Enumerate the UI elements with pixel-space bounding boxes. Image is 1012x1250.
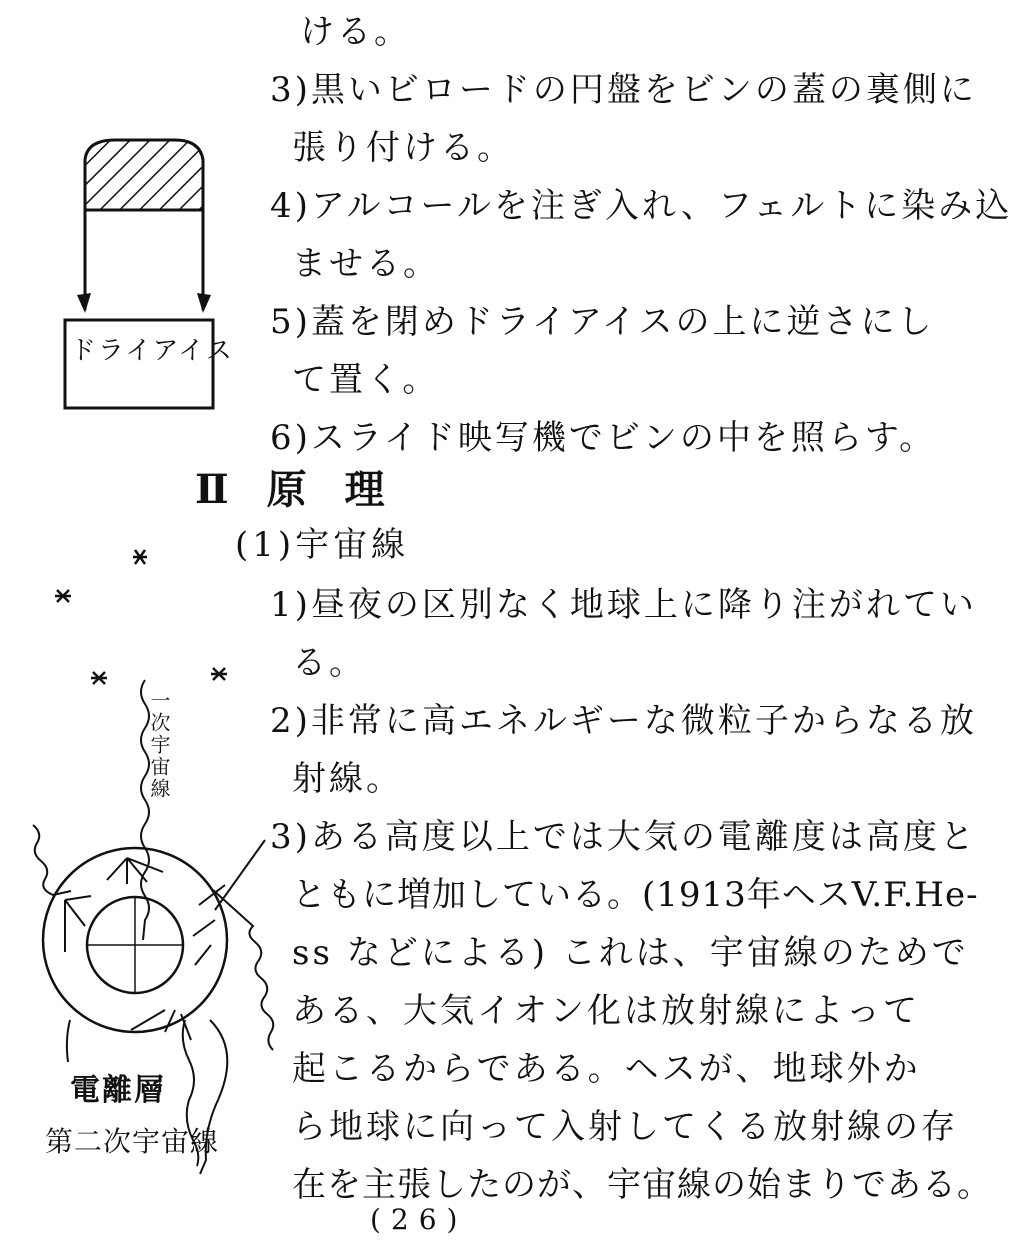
principle-line-4: 射線。	[292, 759, 403, 799]
principle-line-7: ss などによる) これは、宇宙線のためで	[292, 933, 969, 973]
secondary-ray-arrows	[65, 858, 225, 1040]
subsection-heading: (1)宇宙線	[235, 525, 410, 565]
principle-line-6: ともに増加している。(1913年ヘスV.F.He-	[292, 875, 979, 915]
text-line-4: 4)アルコールを注ぎ入れ、フェルトに染み込	[270, 186, 1012, 226]
text-line-2: 3)黒いビロードの円盤をビンの蓋の裏側に	[270, 70, 977, 110]
primary-cosmic-ray-label: 一次宇宙線	[147, 690, 171, 800]
dry-ice-label: ドライアイス	[70, 336, 234, 366]
page-number: (26)	[370, 1203, 468, 1236]
section-heading: Ⅱ 原 理	[195, 466, 397, 513]
incoming-ray-left	[33, 825, 71, 895]
jar-figure	[55, 135, 225, 415]
text-line-1: ける。	[300, 12, 411, 52]
jar-body	[77, 210, 211, 313]
principle-line-10: ら地球に向って入射してくる放射線の存	[292, 1107, 958, 1147]
ray-to-ground-left	[67, 1020, 70, 1062]
principle-line-11: 在を主張したのが、宇宙線の始まりである。	[292, 1165, 992, 1205]
principle-line-9: 起こるからである。ヘスが、地球外か	[292, 1049, 921, 1089]
text-line-6: 5)蓋を閉めドライアイスの上に逆さにし	[270, 302, 935, 342]
text-line-5: ませる。	[292, 244, 440, 284]
secondary-cosmic-ray-label: 第二次宇宙線	[45, 1125, 220, 1158]
jar-lid	[85, 140, 203, 210]
text-line-7: て置く。	[292, 360, 440, 400]
star-icon	[55, 550, 227, 684]
text-line-3: 張り付ける。	[292, 128, 514, 168]
principle-line-8: ある、大気イオン化は放射線によって	[292, 991, 920, 1031]
ionosphere-label: 電離層	[70, 1073, 166, 1108]
principle-line-1: 1)昼夜の区別なく地球上に降り注がれてい	[270, 585, 977, 625]
principle-line-2: る。	[292, 643, 366, 683]
principle-line-5: 3)ある高度以上では大気の電離度は高度と	[270, 817, 977, 857]
text-line-8: 6)スライド映写機でビンの中を照らす。	[270, 418, 937, 458]
principle-line-3: 2)非常に高エネルギーな微粒子からなる放	[270, 701, 977, 741]
